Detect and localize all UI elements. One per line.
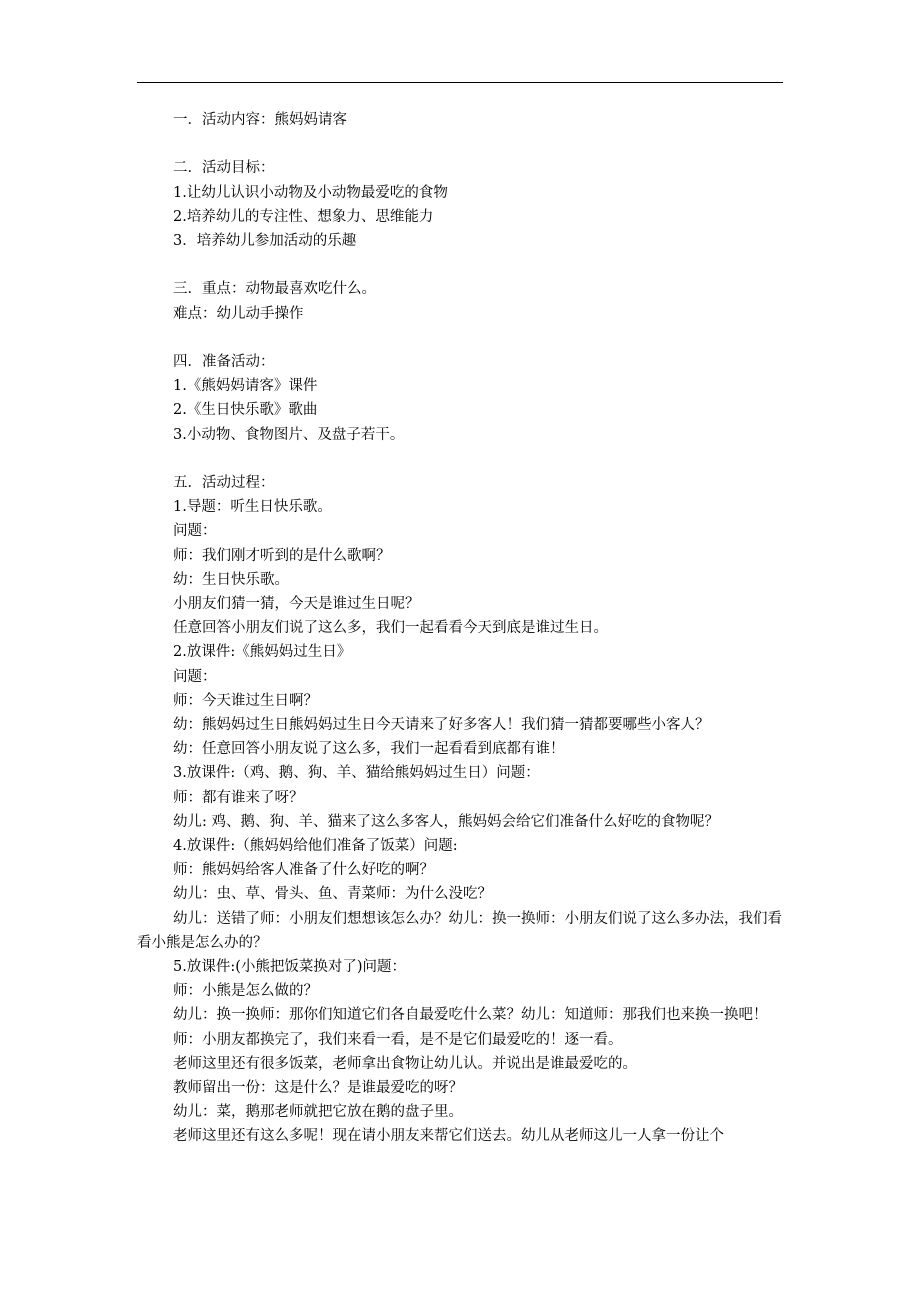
text-line: 幼儿：菜，鹅那老师就把它放在鹅的盘子里。 — [173, 1104, 463, 1121]
text-line: 幼：生日快乐歌。 — [173, 571, 289, 588]
text-line: 老师这里还有很多饭菜，老师拿出食物让幼儿认。并说出是谁最爱吃的。 — [173, 1055, 637, 1072]
text-line: 5.放课件:(小熊把饭菜换对了)问题： — [173, 959, 407, 976]
text-line: 一．活动内容：熊妈妈请客 — [173, 112, 347, 128]
text-line: 师：都有谁来了呀？ — [173, 789, 304, 806]
blank-line — [137, 326, 785, 350]
text-line: 师：熊妈妈给客人准备了什么好吃的啊？ — [173, 862, 434, 879]
text-line: 1.《熊妈妈请客》课件 — [173, 378, 318, 395]
text-line: 3.小动物、食物图片、及盘子若干。 — [173, 426, 405, 443]
text-line: 小朋友们猜一猜，今天是谁过生日呢？ — [173, 596, 420, 612]
text-line: 任意回答小朋友们说了这么多，我们一起看看今天到底是谁过生日。 — [173, 620, 608, 637]
text-line: 师：我们刚才听到的是什么歌啊？ — [173, 547, 391, 564]
text-line: 师：小朋友都换完了，我们来看一看，是不是它们最爱吃的！逐一看。 — [173, 1031, 623, 1048]
paragraph: 幼儿：送错了师：小朋友们想想该怎么办？幼儿：换一换师：小朋友们说了这么多办法，我们看看小熊是怎么办的？ — [137, 910, 782, 951]
text-line: 幼：任意回答小朋友说了这么多，我们一起看看到底都有谁！ — [173, 741, 565, 758]
text-line: 2.放课件:《熊妈妈过生日》 — [173, 644, 352, 661]
text-line: 三．重点：动物最喜欢吃什么。 — [173, 281, 376, 298]
text-line: 3.放课件:（鸡、鹅、狗、羊、猫给熊妈妈过生日）问题： — [173, 765, 540, 782]
text-line: 四．准备活动： — [173, 353, 275, 370]
text-line: 1.让幼儿认识小动物及小动物最爱吃的食物 — [173, 184, 448, 201]
header-rule — [137, 82, 783, 83]
text-line: 五．活动过程： — [173, 474, 275, 491]
blank-line — [137, 447, 785, 471]
text-line: 二．活动目标： — [173, 160, 275, 177]
text-line: 问题： — [173, 668, 217, 685]
text-line: 幼：熊妈妈过生日熊妈妈过生日今天请来了好多客人！我们猜一猜都要哪些小客人？ — [173, 717, 710, 734]
document-body — [137, 108, 785, 1149]
text-line: 老师这里还有这么多呢！现在请小朋友来帮它们送去。幼儿从老师这儿一人拿一份让个 — [173, 1128, 724, 1145]
text-line: 难点：幼儿动手操作 — [173, 305, 304, 322]
paragraph: 幼儿：换一换师：那你们知道它们各自最爱吃什么菜？幼儿：知道师：那我们也来换一换吧！ — [173, 1007, 768, 1024]
text-line: 2.培养幼儿的专注性、想象力、思维能力 — [173, 208, 434, 225]
blank-line — [137, 253, 785, 277]
text-line: 师：今天谁过生日啊？ — [173, 692, 318, 709]
text-line: 2.《生日快乐歌》歌曲 — [173, 402, 318, 419]
text-line: 1.导题：听生日快乐歌。 — [173, 499, 332, 516]
text-line: 幼儿：虫、草、骨头、鱼、青菜师：为什么没吃？ — [173, 886, 492, 903]
text-line: 问题： — [173, 523, 217, 540]
text-line: 4.放课件:（熊妈妈给他们准备了饭菜）问题: — [173, 838, 458, 855]
blank-line — [137, 132, 785, 156]
text-line: 师：小熊是怎么做的？ — [173, 983, 318, 1000]
text-line: 教师留出一份：这是什么？是谁最爱吃的呀？ — [173, 1080, 463, 1097]
text-line: 3．培养幼儿参加活动的乐趣 — [173, 233, 357, 249]
text-line: 幼儿: 鸡、鹅、狗、羊、猫来了这么多客人，熊妈妈会给它们准备什么好吃的食物呢？ — [173, 813, 719, 830]
